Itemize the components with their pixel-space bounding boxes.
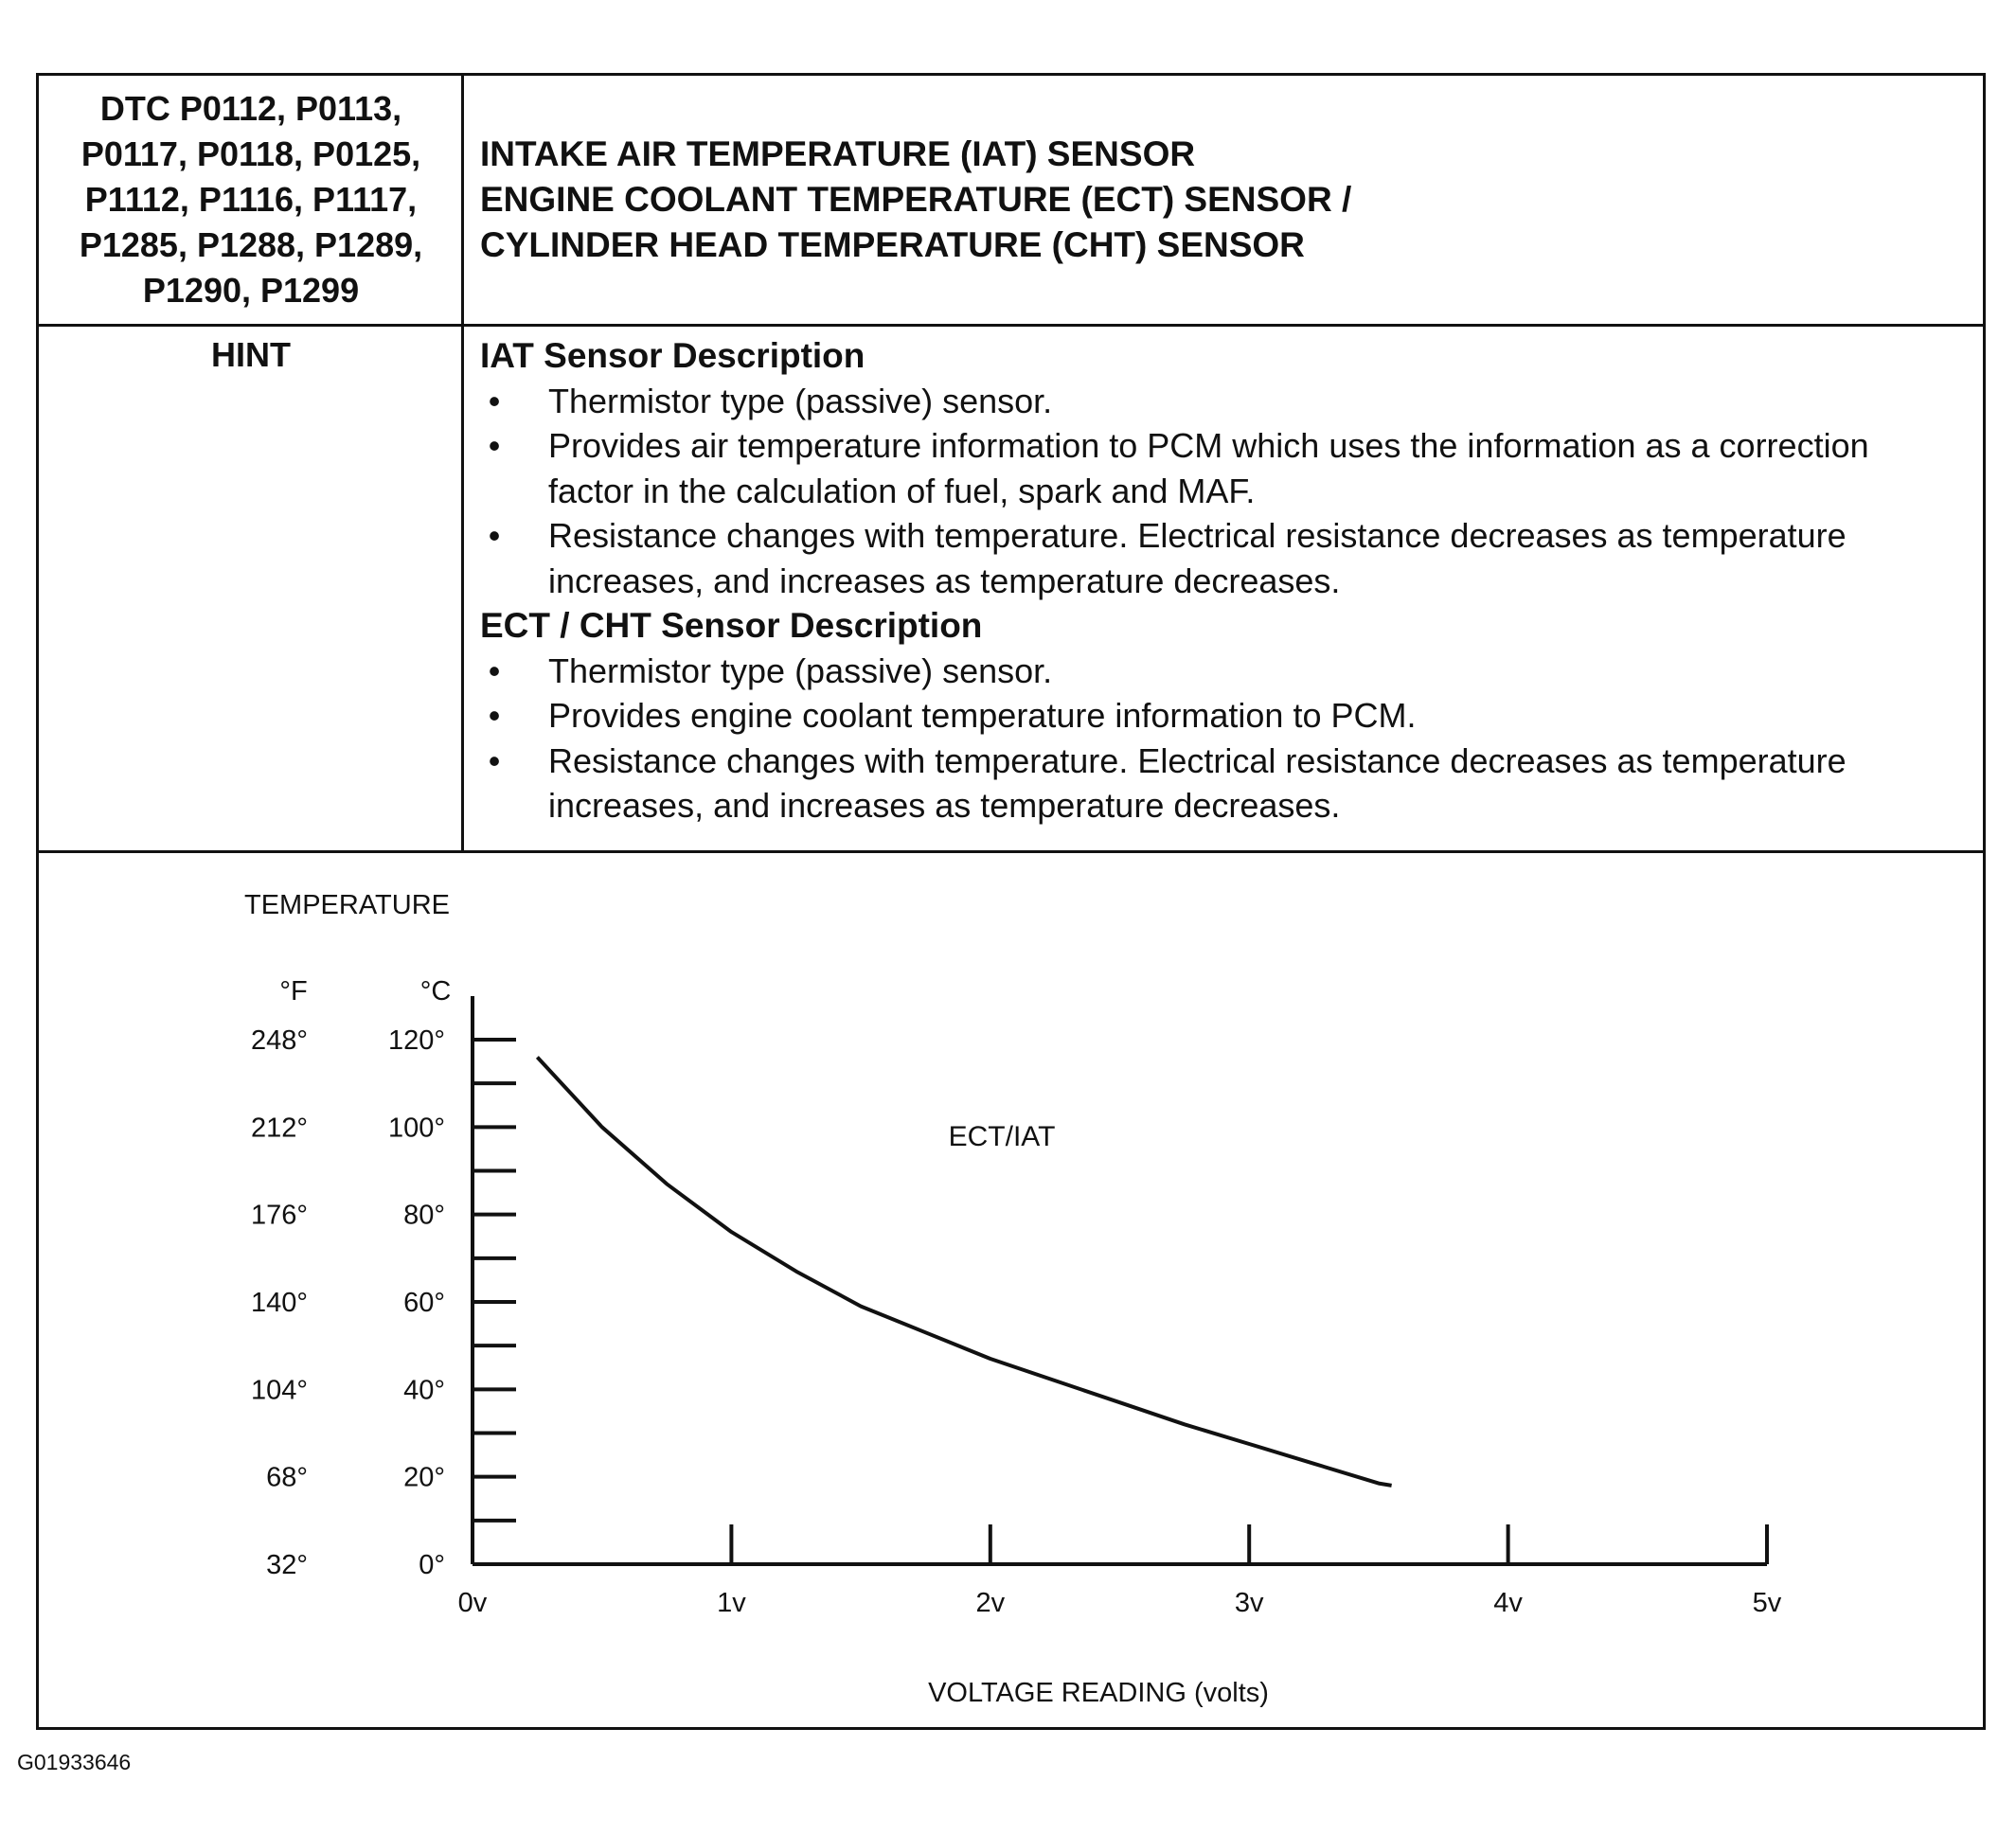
hint-label: HINT xyxy=(211,335,291,374)
x-tick-label: 0v xyxy=(457,1588,488,1618)
description-text: Resistance changes with temperature. Electrical resistance decreases as temperature increases, and increases as temperature decreases. xyxy=(548,516,1847,600)
bullet-icon: • xyxy=(488,516,501,555)
dtc-code-line: P0117, P0118, P0125, xyxy=(80,134,421,173)
y-tick-label-fahrenheit: 140° xyxy=(251,1288,308,1318)
description-text: Provides air temperature information to PCM which uses the information as a correction factor in the calculation of fuel, spark and MAF. xyxy=(548,426,1869,510)
y-tick-label-celsius: 20° xyxy=(403,1462,445,1493)
description-text: Resistance changes with temperature. Electrical resistance decreases as temperature increases, and increases as temperature decreases. xyxy=(548,740,1847,825)
x-tick-label: 4v xyxy=(1493,1588,1523,1618)
celsius-unit-label: °C xyxy=(419,976,452,1007)
y-tick-label-fahrenheit: 212° xyxy=(251,1113,308,1144)
dtc-code-line: P1112, P1116, P1117, xyxy=(84,180,418,219)
y-tick-label-celsius: 60° xyxy=(403,1288,445,1318)
dtc-code-line: DTC P0112, P0113, xyxy=(99,89,402,128)
bullet-icon: • xyxy=(488,740,501,780)
y-tick-label-celsius: 80° xyxy=(403,1200,445,1231)
iat-description-heading: IAT Sensor Description xyxy=(480,336,865,375)
fahrenheit-unit-label: °F xyxy=(279,976,308,1007)
series-label: ECT/IAT xyxy=(948,1121,1056,1152)
description-text: Thermistor type (passive) sensor. xyxy=(548,381,1053,420)
x-tick-label: 5v xyxy=(1752,1588,1782,1618)
description-text: Thermistor type (passive) sensor. xyxy=(548,650,1053,690)
y-tick-label-celsius: 40° xyxy=(403,1375,445,1406)
y-tick-label-celsius: 100° xyxy=(388,1113,445,1144)
x-tick-label: 1v xyxy=(717,1588,746,1618)
y-tick-label-fahrenheit: 176° xyxy=(251,1200,308,1231)
bullet-icon: • xyxy=(488,426,501,465)
bullet-icon: • xyxy=(488,381,501,420)
dtc-code-line: P1290, P1299 xyxy=(142,271,360,310)
y-tick-label-fahrenheit: 68° xyxy=(266,1462,308,1493)
sensor-title-line: INTAKE AIR TEMPERATURE (IAT) SENSOR xyxy=(480,134,1196,173)
description-text: Provides engine coolant temperature information to PCM. xyxy=(548,696,1417,735)
figure-reference-code: G01933646 xyxy=(17,1750,132,1774)
y-tick-label-celsius: 120° xyxy=(388,1025,445,1056)
y-tick-label-fahrenheit: 248° xyxy=(251,1025,308,1056)
dtc-code-line: P1285, P1288, P1289, xyxy=(79,225,423,264)
sensor-title-line: CYLINDER HEAD TEMPERATURE (CHT) SENSOR xyxy=(480,225,1305,264)
y-tick-label-fahrenheit: 104° xyxy=(251,1375,308,1406)
bullet-icon: • xyxy=(488,696,501,735)
x-tick-label: 2v xyxy=(975,1588,1006,1618)
bullet-icon: • xyxy=(488,650,501,690)
ect-cht-description-heading: ECT / CHT Sensor Description xyxy=(480,606,983,645)
y-axis-title: TEMPERATURE xyxy=(244,890,450,920)
x-axis-title: VOLTAGE READING (volts) xyxy=(928,1678,1269,1708)
sensor-title-line: ENGINE COOLANT TEMPERATURE (ECT) SENSOR / xyxy=(480,180,1352,219)
y-tick-label-fahrenheit: 32° xyxy=(266,1550,308,1580)
y-tick-label-celsius: 0° xyxy=(419,1550,445,1580)
x-tick-label: 3v xyxy=(1234,1588,1264,1618)
